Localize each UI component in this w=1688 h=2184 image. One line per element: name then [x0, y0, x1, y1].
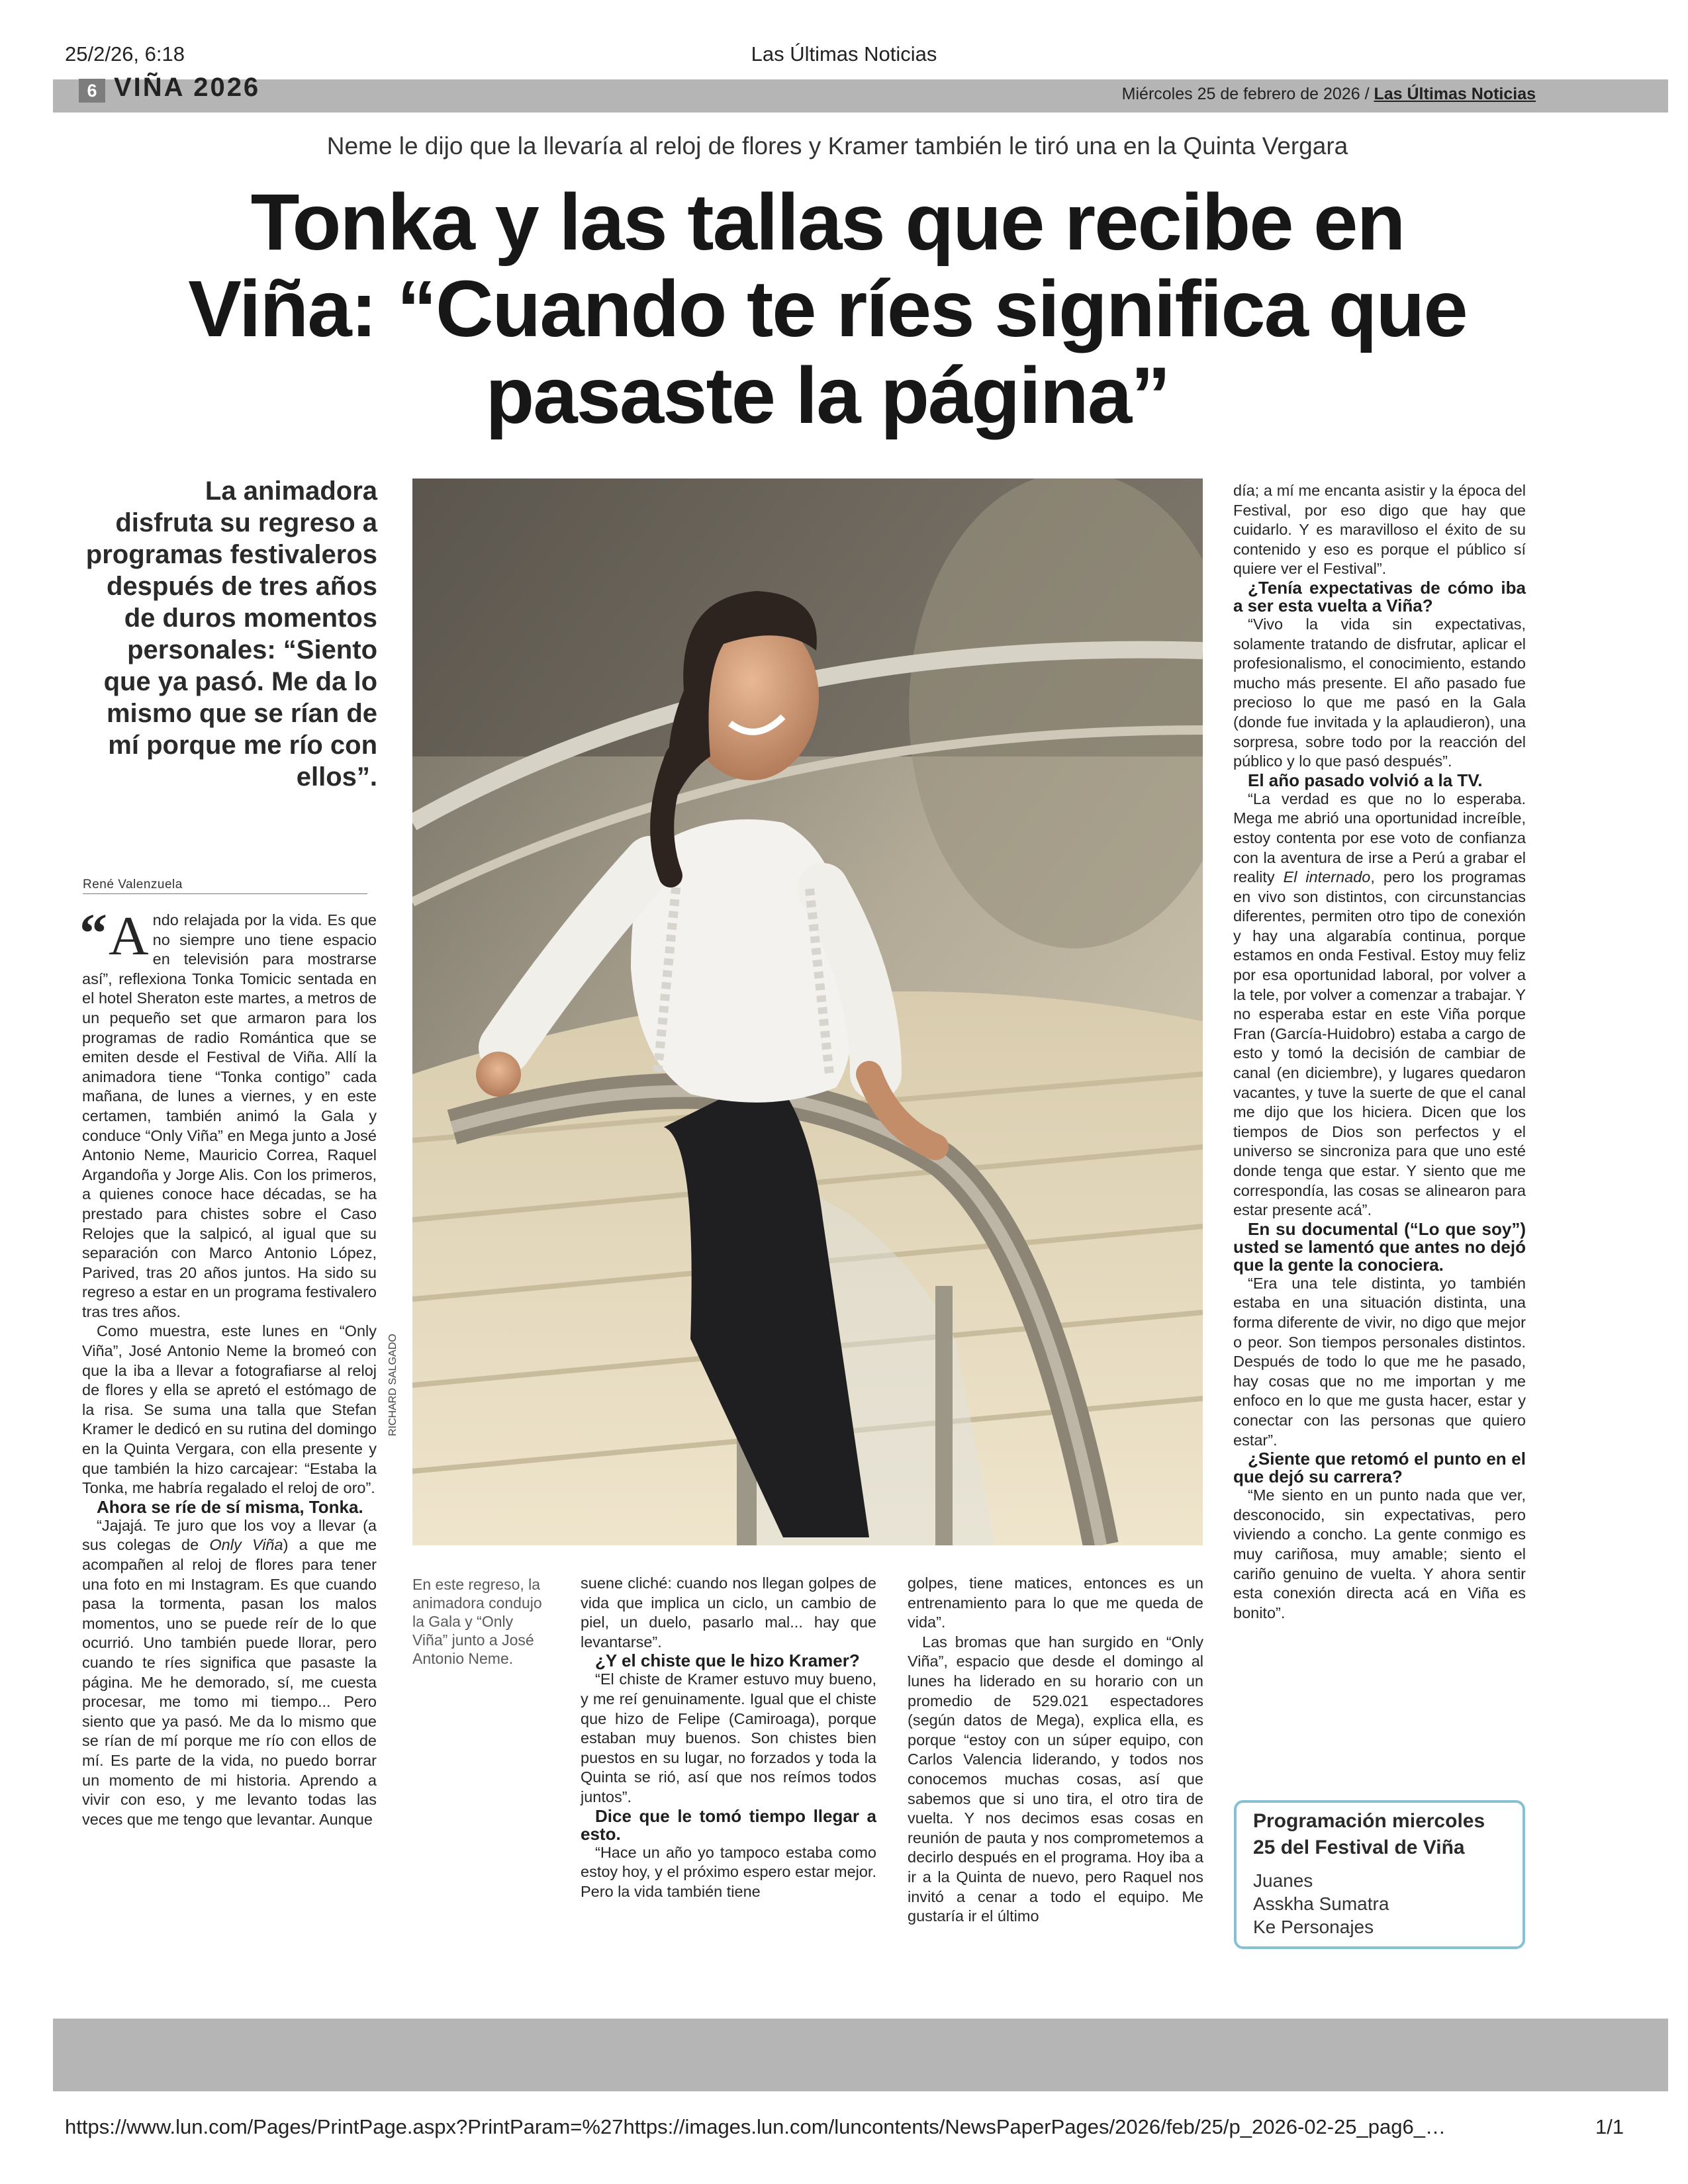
- section-title: VIÑA 2026: [114, 73, 261, 102]
- paper-date-text: Miércoles 25 de febrero de 2026 /: [1121, 85, 1370, 103]
- dropcap-letter: A: [109, 905, 149, 967]
- dropcap-quote: “: [79, 903, 107, 964]
- photo-credit: RICHARD SALGADO: [387, 1334, 399, 1436]
- paragraph: Las bromas que han surgido en “Only Viña”, espacio que desde el domingo al lunes ha liderado en su horario con un promedio de 529.021 espectadores (según datos de Mega), explica ella, es porque “estoy con un súper equipo, con Carlos Valencia liderando, y todos nos conocemos muchas cosas, así que sabemos que si uno tira, el otro tira de vuelta. Y nos decimos esas cosas en reunión de pauta y nos comprometemos a decirlo después en el programa. Hoy iba a ir a la Quinta de nuevo, pero Raquel nos invitó a cenar a todo el equipo. Me gustaría ir el último: [908, 1633, 1203, 1925]
- lede-line: La animadora: [205, 477, 377, 506]
- article-column-5: [1233, 481, 1526, 1623]
- show-title: El internado: [1283, 868, 1371, 886]
- article-column-4: [908, 1574, 1203, 1927]
- paragraph: “Hace un año yo tampoco estaba como estoy hoy, y el próximo espero estar mejor. Pero la vida también tiene: [581, 1843, 876, 1900]
- paper-name: Las Últimas Noticias: [1374, 85, 1536, 103]
- show-title: Only Viña: [209, 1536, 283, 1554]
- headline-line: pasaste la página”: [485, 350, 1170, 440]
- interview-question: El año pasado volvió a la TV.: [1248, 770, 1483, 790]
- paragraph: “El chiste de Kramer estuvo muy bueno, y me reí genuinamente. Igual que el chiste que hizo de Felipe (Camiroaga), porque estaban muy buenos. Son chistes bien puestos en su lugar, no forzados y toda la Quinta se rió, así que nos reímos todos juntos”.: [581, 1670, 876, 1805]
- schedule-box-title: [1253, 1808, 1518, 1861]
- lede-line: disfruta su regreso a: [115, 508, 377, 537]
- print-datetime: 25/2/26, 6:18: [65, 42, 185, 66]
- paragraph-text: “Jajajá. Te juro que los voy a llevar (a sus colegas de: [82, 1516, 377, 1554]
- paragraph: [82, 1516, 377, 1830]
- interview-question: Dice que le tomó tiempo llegar a esto.: [581, 1805, 876, 1844]
- paragraph-text: ) a que me acompañen al reloj de flores para tener una foto en mi Instagram. Es que cuando pasa la tormenta, pasan los malos momentos, uno se puede reír de lo que ocurrió. Uno también puede llorar, pero cuando te ríes significa que pasaste la página. Me he demorado, sí, me cuesta procesar, me tomo mi tiempo... Pero siento que ya pasó. Me da lo mismo que se rían de mí porque me río con ellos de mí. Es parte de la vida, no puedo borrar un momento de mi historia. Aprendo a vivir con eso, y me levanto todas las veces que me tengo que levantar. Aunque: [82, 1536, 377, 1828]
- paragraph: “Era una tele distinta, yo también estaba en una situación distinta, una forma diferente de vivir, no digo que mejor o peor. Son tiempos personales distintos. Después de todo lo que me he pasado, hay cosas que no me importan y me enfoco en lo que me gusta hacer, estar y conectar con las personas que quiero estar”.: [1233, 1274, 1526, 1449]
- paragraph: Como muestra, este lunes en “Only Viña”, José Antonio Neme la bromeó con que la iba a llevar a fotografiarse al reloj de flores y ella se apretó el estómago de la risa. Se suma una talla que Stefan Kramer le dedicó en su rutina del domingo en la Quinta Vergara, con ella presente y que también la hizo carcajear: “Estaba la Tonka, me habría regalado el reloj de oro”.: [82, 1322, 377, 1497]
- article-lede: [73, 475, 377, 793]
- paragraph-text: , pero los programas en vivo son distintos, con circunstancias diferentes, permiten otro tipo de conexión y hay una algarabía continua, porque estamos en onda Festival. Estoy muy feliz por esa oportunidad laboral, por volver a la tele, por volver a comenzar a trabajar. Y no esperaba estar en este Viña porque Fran (García-Huidobro) estaba a cargo de esto y tomó la decisión de cambiar de canal (en diciembre), y lugares quedaron vacantes, y tuve la suerte de que el canal me dijo que los hiciera. Dicen que los tiempos de Dios son perfectos y el universo se sincroniza para que uno esté donde tenga que estar. Y siento que me correspondía, las cosas se alinearon para estar presente acá”.: [1233, 868, 1526, 1219]
- lede-line: ellos”.: [296, 762, 377, 792]
- paragraph: “Vivo la vida sin expectativas, solamente tratando de disfrutar, aplicar el profesionalismo, el conocimiento, estando mucho más presente. El año pasado fue precioso lo que me pasó en la Gala (donde fue invitada y la aplaudieron), una sorpresa, sobre todo por la reacción del público y lo que pasó después”.: [1233, 615, 1526, 770]
- lede-line: personales: “Siento: [127, 635, 377, 664]
- interview-question: Ahora se ríe de sí misma, Tonka.: [97, 1496, 363, 1517]
- headline-line: Tonka y las tallas que recibe en: [250, 177, 1405, 267]
- interview-question: ¿Y el chiste que le hizo Kramer?: [595, 1651, 860, 1671]
- photo-caption: En este regreso, la animadora condujo la Gala y “Only Viña” junto a José Antonio Neme.: [412, 1576, 542, 1667]
- article-headline: [132, 179, 1523, 439]
- article-kicker: Neme le dijo que la llevaría al reloj de flores y Kramer también le tiró una en la Quinta Vergara: [326, 132, 1348, 159]
- paragraph: día; a mí me encanta asistir y la época del Festival, por eso digo que hay que cuidarlo. Y es maravilloso el éxito de su contenido y eso es porque el público sí quiere ver el Festival”.: [1233, 482, 1526, 578]
- lede-line: programas festivaleros: [85, 540, 377, 569]
- print-url[interactable]: https://www.lun.com/Pages/PrintPage.aspx?PrintParam=%27https://images.lun.com/luncontents/NewsPaperPages/2026/feb/25/p_2026-02-25_pag6_…: [65, 2115, 1446, 2138]
- article-column-1: [79, 903, 377, 1829]
- paragraph-text: ndo relajada por la vida. Es que no siempre uno tiene espacio en televisión para mostrarse así”, reflexiona Tonka Tomicic sentada en el hotel Sheraton este martes, a metros de un pequeño set que armaron para los programas de radio Romántica que se emiten desde el Festival de Viña. Allí la animadora tiene “Tonka contigo” cada mañana, de lunes a viernes, y en este certamen, también animó la Gala y conduce “Only Viña” en Mega junto a José Antonio Neme, Mauricio Correa, Raquel Argandoña y Jorge Alis. Con los primeros, a quienes conoce hace décadas, se ha prestado para chistes sobre el Caso Relojes que la salpicó, al igual que su separación con Marco Antonio López, Parived, tras 20 años juntos. Ha sido su regreso a estar en un programa festivalero tras tres años.: [82, 911, 377, 1320]
- schedule-title-line: Programación miercoles: [1253, 1810, 1485, 1832]
- paragraph: golpes, tiene matices, entonces es un entrenamiento para lo que me queda de vida”.: [908, 1574, 1203, 1631]
- print-page-count: 1/1: [1595, 2115, 1624, 2138]
- lede-line: después de tres años: [106, 572, 377, 601]
- photo-illustration: [412, 478, 1203, 1545]
- lede-line: mismo que se rían de: [106, 699, 377, 728]
- schedule-item: Asskha Sumatra: [1253, 1893, 1389, 1914]
- paragraph: [79, 903, 377, 1322]
- schedule-item: Ke Personajes: [1253, 1917, 1374, 1937]
- lede-line: mí porque me río con: [108, 731, 377, 760]
- interview-question: ¿Tenía expectativas de cómo iba a ser esta vuelta a Viña?: [1233, 577, 1526, 615]
- article-column-3: [581, 1574, 876, 1901]
- schedule-title-line: 25 del Festival de Viña: [1253, 1837, 1465, 1858]
- lede-line: de duros momentos: [124, 604, 377, 633]
- lede-line: que ya pasó. Me da lo: [103, 667, 377, 696]
- schedule-item: Juanes: [1253, 1870, 1313, 1891]
- article-photo: [412, 478, 1203, 1545]
- paragraph: suene cliché: cuando nos llegan golpes de vida que implica un ciclo, un cambio de piel, un duelo, pasarlo mal... hay que levantarse”.: [581, 1574, 876, 1651]
- interview-question: ¿Siente que retomó el punto en el que dejó su carrera?: [1233, 1449, 1526, 1487]
- paragraph: [1233, 790, 1526, 1220]
- byline: René Valenzuela: [83, 878, 183, 891]
- paragraph: “Me siento en un punto nada que ver, desconocido, sin expectativas, pero viviendo a concho. La gente conmigo es muy cariñosa, muy amable; siento el cariño genuino de vuelta. Y ahora sentir esta conexión directa acá en Viña es bonito”.: [1233, 1486, 1526, 1621]
- interview-question: En su documental (“Lo que soy”) usted se lamentó que antes no dejó que la gente la conociera.: [1233, 1218, 1526, 1275]
- page-number-box: 6: [79, 79, 105, 103]
- paragraph-text: “La verdad es que no lo esperaba. Mega me abrió una oportunidad increíble, estoy contenta por ese voto de confianza con la aventura de irse a Perú a grabar el reality: [1233, 790, 1526, 886]
- headline-line: Viña: “Cuando te ríes significa que: [188, 263, 1467, 353]
- byline-divider: [83, 893, 367, 894]
- paper-date: [662, 85, 1536, 104]
- print-title: Las Últimas Noticias: [751, 42, 937, 66]
